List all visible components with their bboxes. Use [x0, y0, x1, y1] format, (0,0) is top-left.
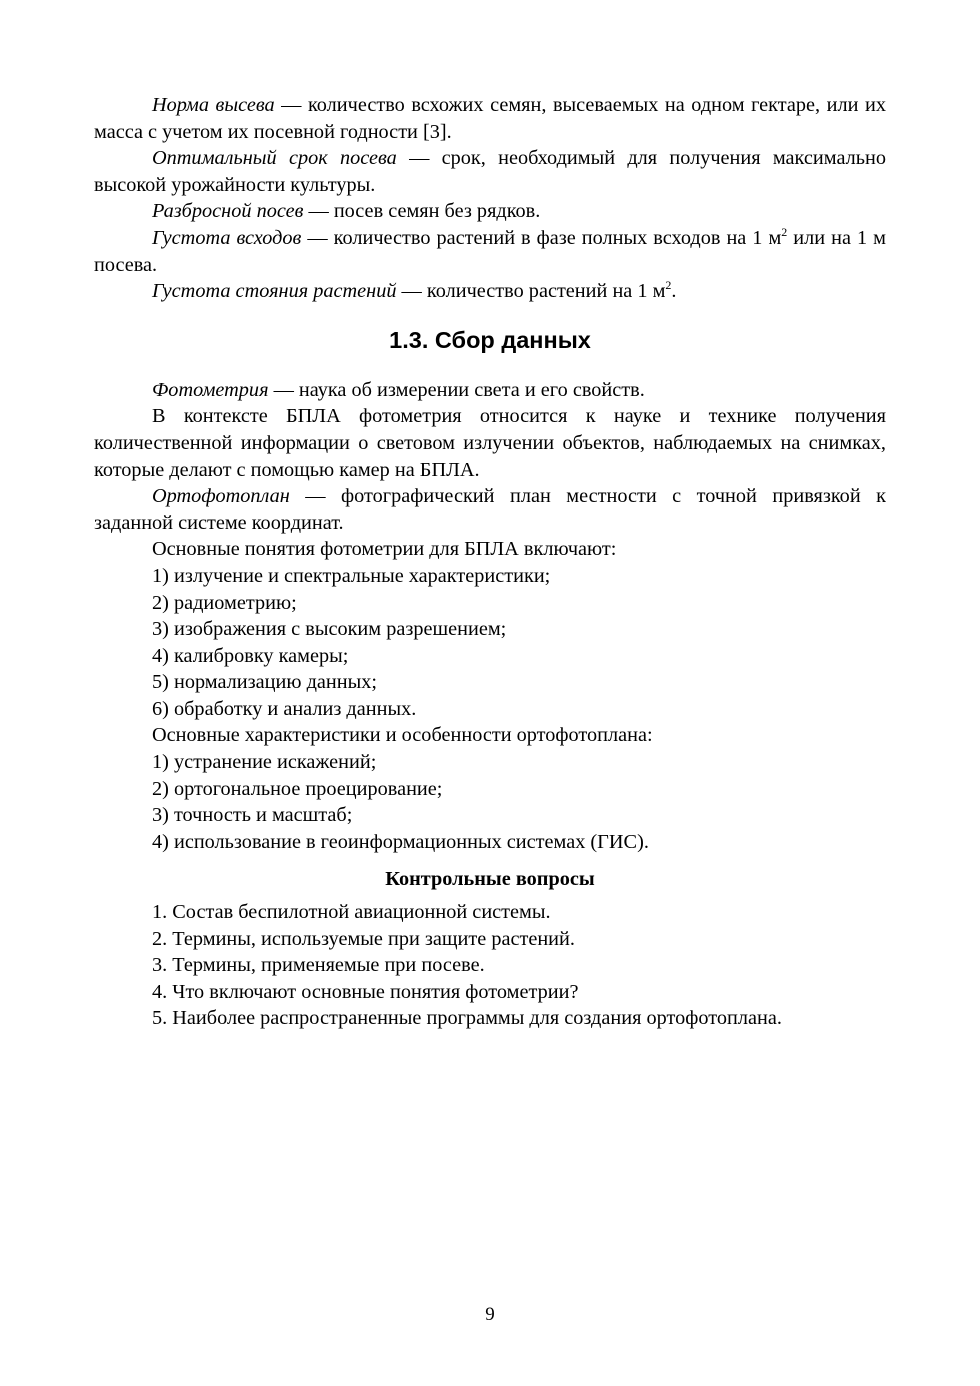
definition-term: Ортофотоплан	[152, 485, 290, 508]
definition-term: Густота всходов	[152, 226, 302, 249]
list-item: 2) ортогональное проецирование;	[152, 777, 443, 800]
definition-term: Густота стояния растений	[152, 280, 397, 303]
list-item: 3) точность и масштаб;	[152, 804, 353, 827]
definition-tail: .	[671, 280, 677, 303]
definition-text: — количество растений на 1 м	[396, 280, 666, 303]
question-item: 4. Что включают основные понятия фотометрии?	[152, 980, 579, 1003]
list-item: 1) излучение и спектральные характеристики;	[152, 564, 551, 587]
questions-title: Контрольные вопросы	[385, 868, 595, 891]
definition-paragraph	[94, 198, 886, 225]
definition-paragraph	[94, 225, 886, 278]
orthophoto-definition	[94, 483, 886, 536]
photometry-definition	[94, 377, 886, 404]
page-content	[94, 92, 886, 1032]
definition-tail: или на 1 м посева.	[94, 226, 886, 276]
definition-term: Оптимальный срок посева	[152, 147, 397, 170]
photometry-list-intro: Основные понятия фотометрии для БПЛА включают:	[152, 538, 617, 561]
definition-text: — количество растений в фазе полных всходов на 1 м	[301, 226, 782, 249]
definition-text: — фотографический план местности с точной привязкой к заданной системе координат.	[94, 485, 886, 534]
section-title: 1.3. Сбор данных	[389, 326, 591, 353]
definition-text: — посев семян без рядков.	[303, 200, 541, 223]
superscript: 2	[665, 278, 672, 293]
list-item: 4) использование в геоинформационных системах (ГИС).	[152, 830, 649, 853]
list-item: 1) устранение искажений;	[152, 751, 377, 774]
list-item: 6) обработку и анализ данных.	[152, 697, 417, 720]
definition-term: Норма высева	[152, 94, 275, 116]
definition-paragraph	[94, 92, 886, 145]
definition-term: Разбросной посев	[152, 200, 304, 223]
page-number: 9	[485, 1304, 495, 1325]
definition-text: — наука об измерении света и его свойств.	[268, 378, 645, 401]
context-paragraph: В контексте БПЛА фотометрия относится к науке и технике получения количественной информации о световом излучении объектов, наблюдаемых на снимках, которые делают с помощью камер на БПЛА.	[94, 405, 886, 481]
list-item: 3) изображения с высоким разрешением;	[152, 618, 507, 641]
question-item: 5. Наиболее распространенные программы для создания ортофотоплана.	[152, 1007, 782, 1030]
question-item: 1. Состав беспилотной авиационной системы.	[152, 901, 551, 924]
definition-paragraph	[94, 278, 886, 305]
list-item: 5) нормализацию данных;	[152, 671, 378, 694]
question-item: 3. Термины, применяемые при посеве.	[152, 954, 485, 977]
definition-text: — срок, необходимый для получения максимально высокой урожайности культуры.	[94, 147, 887, 196]
definition-term: Фотометрия	[152, 378, 269, 401]
definition-paragraph	[94, 145, 886, 198]
orthophoto-list-intro: Основные характеристики и особенности ортофотоплана:	[152, 724, 653, 747]
question-item: 2. Термины, используемые при защите растений.	[152, 927, 575, 950]
definition-text: — количество всхожих семян, высеваемых на одном гектаре, или их масса с учетом их посевной годности [3].	[94, 94, 886, 143]
list-item: 2) радиометрию;	[152, 591, 297, 614]
superscript: 2	[781, 224, 788, 239]
list-item: 4) калибровку камеры;	[152, 644, 349, 667]
